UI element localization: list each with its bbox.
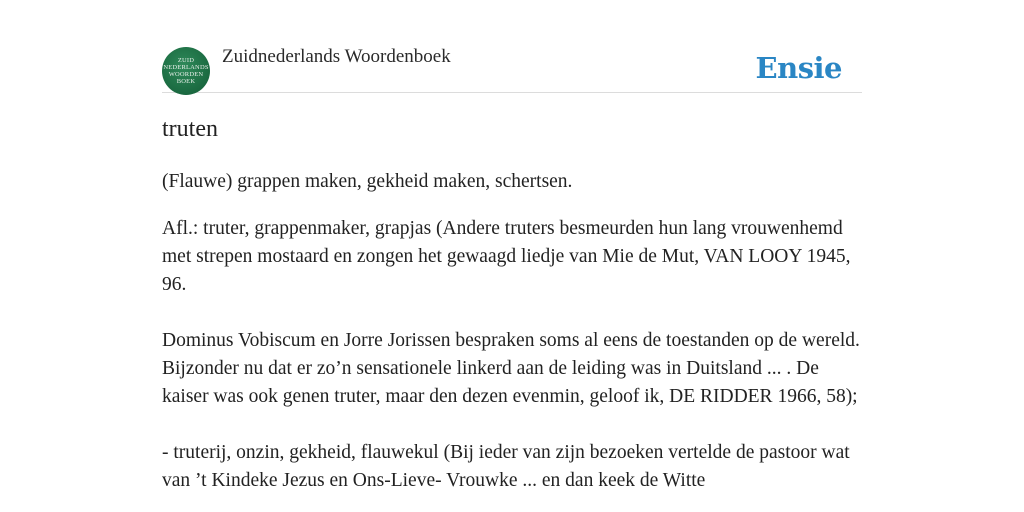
logo-line: ZUID: [177, 57, 195, 64]
site-header: [162, 46, 862, 93]
logo-line: BOEK: [176, 78, 196, 85]
entry-body: Afl.: truter, grappenmaker, grapjas (Andere truters besmeurden hun lang vrouwenhemd met strepen mostaard en zongen het gewaagd liedje van Mie de Mut, VAN LOOY 1945, 96. Dominus Vobiscum en Jorre Jorissen bespraken soms al eens de toestanden op de wereld. Bijzonder nu dat er zo’n sensationele linkerd aan de leiding was in Duitsland ... . De kaiser was ook genen truter, maar den dezen evenmin, geloof ik, DE RIDDER 1966, 58); - truterij, onzin, gekheid, flauwekul (Bij ieder van zijn bezoeken vertelde de pastoor wat van ’t Kindeke Jezus en Ons-Lieve- Vrouwke ... en dan keek de Witte: [162, 218, 860, 491]
entry-headword: truten: [162, 116, 218, 142]
logo-line: NEDERLANDS: [163, 64, 209, 71]
dictionary-title[interactable]: Zuidnederlands Woordenboek: [222, 46, 451, 67]
dictionary-logo[interactable]: [162, 47, 210, 95]
entry-definition: (Flauwe) grappen maken, gekheid maken, schertsen.: [162, 171, 573, 192]
logo-line: WOORDEN: [168, 71, 204, 78]
brand-logo[interactable]: Ensie: [755, 51, 842, 85]
entry-content: [162, 168, 862, 512]
